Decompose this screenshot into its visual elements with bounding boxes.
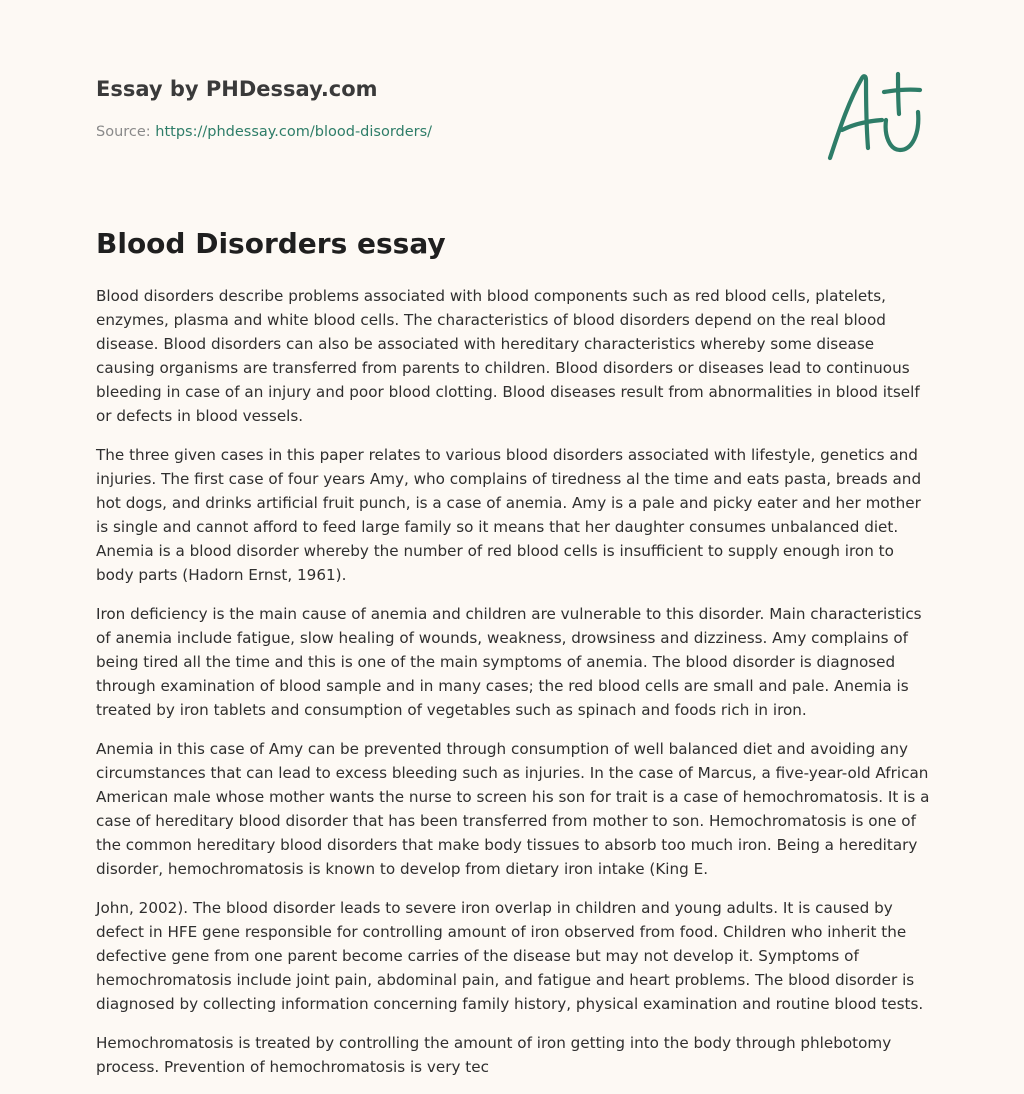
source-link[interactable]: https://phdessay.com/blood-disorders/ (155, 124, 433, 140)
source-label: Source: (96, 124, 151, 140)
essay-paragraph: John, 2002). The blood disorder leads to severe iron overlap in children and young adults. It is caused by defect in HFE gene responsible for controlling amount of iron observed from food. Children who inherit the defective gene from one parent become carries of the disease but may not develop it. Symptoms of hemochromatosis include joint pain, abdominal pain, and fatigue and heart problems. The blood disorder is diagnosed by collecting information concerning family history, physical examination and routine blood tests. (96, 899, 924, 1013)
essay-paragraph: Iron deficiency is the main cause of anemia and children are vulnerable to this disorder. Main characteristics of anemia include fatigue, slow healing of wounds, weakness, drowsiness and dizziness. Amy complains of being tired all the time and this is one of the main symptoms of anemia. The blood disorder is diagnosed through examination of blood sample and in many cases; the red blood cells are small and pale. Anemia is treated by iron tablets and consumption of vegetables such as spinach and foods rich in iron. (96, 605, 922, 719)
essay-paragraph: Blood disorders describe problems associated with blood components such as red blood cells, platelets, enzymes, plasma and white blood cells. The characteristics of blood disorders depend on the real blood disease. Blood disorders can also be associated with hereditary characteristics whereby some disease causing organisms are transferred from parents to children. Blood disorders or diseases lead to continuous bleeding in case of an injury and poor blood clotting. Blood diseases result from abnormalities in blood itself or defects in blood vessels. (96, 287, 920, 425)
site-brand: Essay by PHDessay.com (96, 77, 378, 101)
source-line (96, 124, 432, 140)
essay-title: Blood Disorders essay (96, 227, 446, 260)
essay-paragraph: Anemia in this case of Amy can be prevented through consumption of well balanced diet and avoiding any circumstances that can lead to excess bleeding such as injuries. In the case of Marcus, a five-year-old African American male whose mother wants the nurse to screen his son for trait is a case of hemochromatosis. It is a case of hereditary blood disorder that has been transferred from mother to son. Hemochromatosis is one of the common hereditary blood disorders that make body tissues to absorb too much iron. Being a hereditary disorder, hemochromatosis is known to develop from dietary iron intake (King E. (96, 740, 930, 878)
essay-body (96, 284, 932, 1094)
page-header (96, 74, 928, 140)
essay-paragraph: Hemochromatosis is treated by controlling the amount of iron getting into the body through phlebotomy process. Prevention of hemochromatosis is very tec (96, 1034, 892, 1076)
a-plus-logo-icon (820, 64, 930, 164)
essay-paragraph: The three given cases in this paper relates to various blood disorders associated with lifestyle, genetics and injuries. The first case of four years Amy, who complains of tiredness al the time and eats pasta, breads and hot dogs, and drinks artificial fruit punch, is a case of anemia. Amy is a pale and picky eater and her mother is single and cannot afford to feed large family so it means that her daughter consumes unbalanced diet. Anemia is a blood disorder whereby the number of red blood cells is insufficient to supply enough iron to body parts (Hadorn Ernst, 1961). (96, 446, 922, 584)
